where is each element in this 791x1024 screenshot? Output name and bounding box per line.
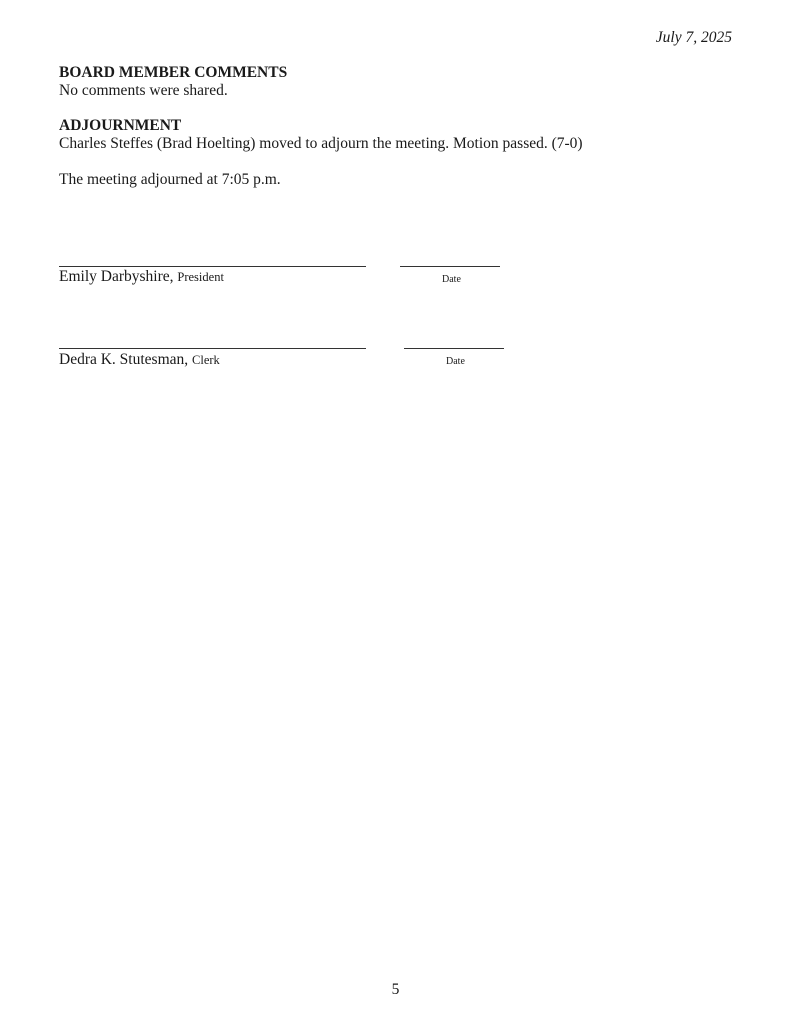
president-date-label: Date: [442, 274, 461, 285]
clerk-signature-line: [59, 348, 366, 349]
adjourned-time-text: The meeting adjourned at 7:05 p.m.: [59, 171, 281, 188]
president-title: President: [177, 270, 224, 284]
board-member-comments-heading: BOARD MEMBER COMMENTS: [59, 64, 288, 81]
page-number: 5: [391, 981, 400, 998]
clerk-title: Clerk: [192, 353, 220, 367]
board-member-comments-text: No comments were shared.: [59, 82, 228, 99]
board-member-comments-section: [59, 64, 287, 100]
president-signature-label: [59, 268, 224, 286]
header-date: July 7, 2025: [655, 29, 732, 46]
adjournment-motion: Charles Steffes (Brad Hoelting) moved to adjourn the meeting. Motion passed. (7-0): [59, 135, 583, 152]
president-name: Emily Darbyshire,: [59, 268, 174, 285]
adjournment-heading: ADJOURNMENT: [59, 117, 182, 134]
adjournment-section: [59, 117, 583, 153]
president-date-line: [400, 266, 500, 267]
clerk-date-label: Date: [446, 356, 465, 367]
clerk-name: Dedra K. Stutesman,: [59, 351, 189, 368]
clerk-date-line: [404, 348, 504, 349]
president-signature-line: [59, 266, 366, 267]
clerk-signature-label: [59, 351, 220, 369]
